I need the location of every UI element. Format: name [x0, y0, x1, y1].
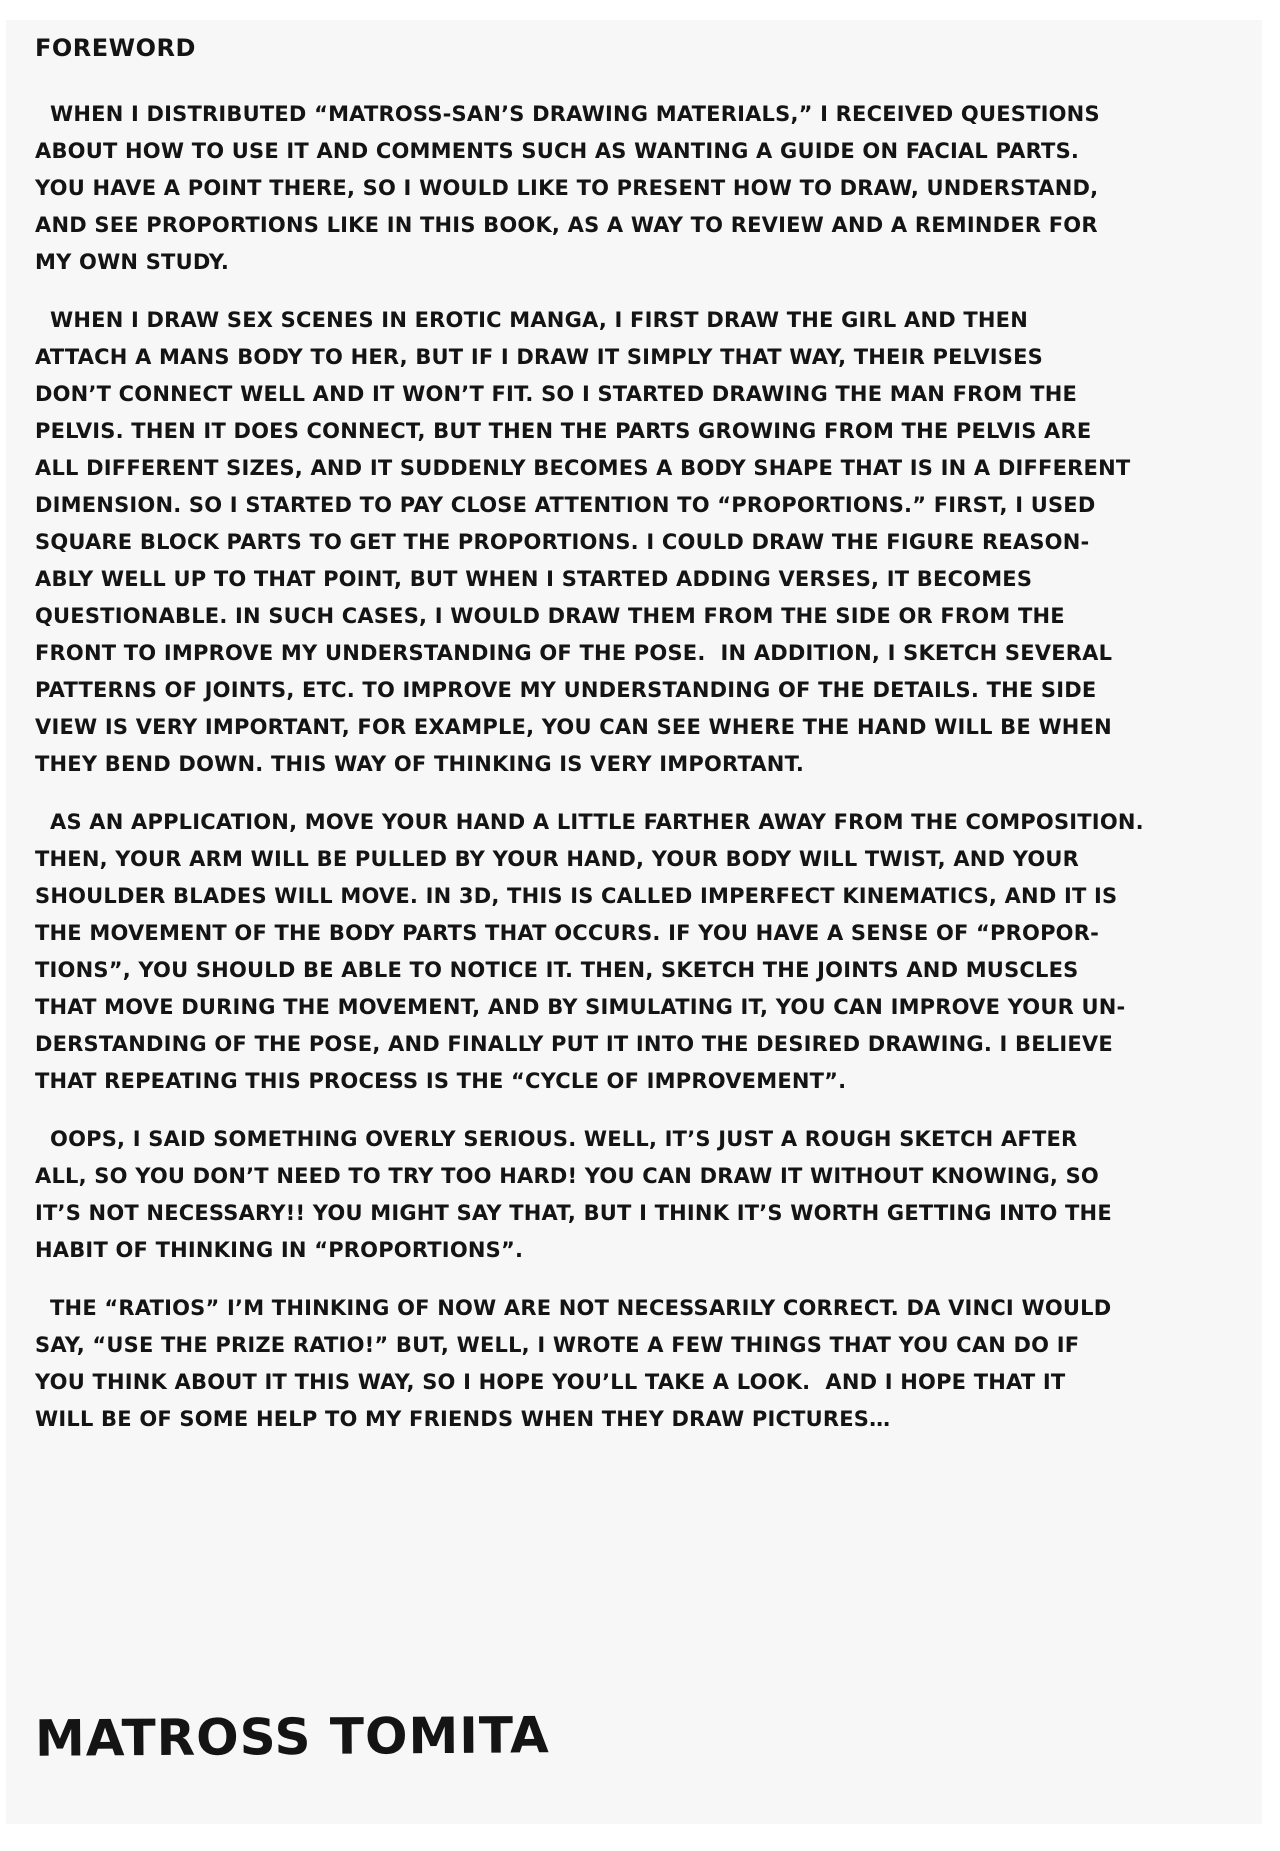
text-line: THAT MOVE DURING THE MOVEMENT, AND BY SIMULATING IT, YOU CAN IMPROVE YOUR UN-: [35, 995, 1126, 1019]
text-line: THE MOVEMENT OF THE BODY PARTS THAT OCCURS. IF YOU HAVE A SENSE OF “PROPOR-: [35, 921, 1100, 945]
text-line: THEN, YOUR ARM WILL BE PULLED BY YOUR HAND, YOUR BODY WILL TWIST, AND YOUR: [35, 847, 1080, 871]
text-line: HABIT OF THINKING IN “PROPORTIONS”.: [35, 1238, 524, 1262]
text-line: THEY BEND DOWN. THIS WAY OF THINKING IS VERY IMPORTANT.: [35, 752, 805, 776]
text-line: PELVIS. THEN IT DOES CONNECT, BUT THEN THE PARTS GROWING FROM THE PELVIS ARE: [35, 419, 1092, 443]
text-line: AND SEE PROPORTIONS LIKE IN THIS BOOK, AS A WAY TO REVIEW AND A REMINDER FOR: [35, 213, 1098, 237]
text-line: WHEN I DISTRIBUTED “MATROSS-SAN’S DRAWING MATERIALS,” I RECEIVED QUESTIONS: [35, 102, 1100, 126]
text-line: SAY, “USE THE PRIZE RATIO!” BUT, WELL, I WROTE A FEW THINGS THAT YOU CAN DO IF: [35, 1333, 1080, 1357]
text-line: YOU THINK ABOUT IT THIS WAY, SO I HOPE YOU’LL TAKE A LOOK. AND I HOPE THAT IT: [35, 1370, 1066, 1394]
text-line: WILL BE OF SOME HELP TO MY FRIENDS WHEN THEY DRAW PICTURES…: [35, 1407, 891, 1431]
paragraph: [35, 1290, 1242, 1438]
paragraph: [35, 96, 1242, 281]
text-line: ABOUT HOW TO USE IT AND COMMENTS SUCH AS WANTING A GUIDE ON FACIAL PARTS.: [35, 139, 1080, 163]
text-line: QUESTIONABLE. IN SUCH CASES, I WOULD DRAW THEM FROM THE SIDE OR FROM THE: [35, 604, 1065, 628]
text-line: SHOULDER BLADES WILL MOVE. IN 3D, THIS IS CALLED IMPERFECT KINEMATICS, AND IT IS: [35, 884, 1118, 908]
text-line: MY OWN STUDY.: [35, 250, 230, 274]
scanned-page: [6, 20, 1262, 1824]
text-line: THE “RATIOS” I’M THINKING OF NOW ARE NOT NECESSARILY CORRECT. DA VINCI WOULD: [35, 1296, 1112, 1320]
text-line: PATTERNS OF JOINTS, ETC. TO IMPROVE MY UNDERSTANDING OF THE DETAILS. THE SIDE: [35, 678, 1097, 702]
text-line: WHEN I DRAW SEX SCENES IN EROTIC MANGA, I FIRST DRAW THE GIRL AND THEN: [35, 308, 1028, 332]
paragraph: [35, 302, 1242, 783]
page-title: FOREWORD: [35, 34, 196, 62]
text-line: ALL, SO YOU DON’T NEED TO TRY TOO HARD! YOU CAN DRAW IT WITHOUT KNOWING, SO: [35, 1164, 1099, 1188]
text-line: DON’T CONNECT WELL AND IT WON’T FIT. SO I STARTED DRAWING THE MAN FROM THE: [35, 382, 1078, 406]
text-line: ATTACH A MANS BODY TO HER, BUT IF I DRAW IT SIMPLY THAT WAY, THEIR PELVISES: [35, 345, 1043, 369]
text-line: FRONT TO IMPROVE MY UNDERSTANDING OF THE POSE. IN ADDITION, I SKETCH SEVERAL: [35, 641, 1113, 665]
text-line: IT’S NOT NECESSARY!! YOU MIGHT SAY THAT, BUT I THINK IT’S WORTH GETTING INTO THE: [35, 1201, 1112, 1225]
text-line: OOPS, I SAID SOMETHING OVERLY SERIOUS. WELL, IT’S JUST A ROUGH SKETCH AFTER: [35, 1127, 1078, 1151]
foreword-body-text: [35, 96, 1242, 1438]
text-line: YOU HAVE A POINT THERE, SO I WOULD LIKE TO PRESENT HOW TO DRAW, UNDERSTAND,: [35, 176, 1099, 200]
text-line: DIMENSION. SO I STARTED TO PAY CLOSE ATTENTION TO “PROPORTIONS.” FIRST, I USED: [35, 493, 1096, 517]
text-line: VIEW IS VERY IMPORTANT, FOR EXAMPLE, YOU CAN SEE WHERE THE HAND WILL BE WHEN: [35, 715, 1112, 739]
author-signature: MATROSS TOMITA: [34, 1706, 550, 1768]
text-line: THAT REPEATING THIS PROCESS IS THE “CYCLE OF IMPROVEMENT”.: [35, 1069, 847, 1093]
text-line: SQUARE BLOCK PARTS TO GET THE PROPORTIONS. I COULD DRAW THE FIGURE REASON-: [35, 530, 1090, 554]
text-line: ABLY WELL UP TO THAT POINT, BUT WHEN I STARTED ADDING VERSES, IT BECOMES: [35, 567, 1033, 591]
paragraph: [35, 804, 1242, 1100]
text-line: ALL DIFFERENT SIZES, AND IT SUDDENLY BECOMES A BODY SHAPE THAT IS IN A DIFFERENT: [35, 456, 1131, 480]
text-line: AS AN APPLICATION, MOVE YOUR HAND A LITTLE FARTHER AWAY FROM THE COMPOSITION.: [35, 810, 1144, 834]
text-line: TIONS”, YOU SHOULD BE ABLE TO NOTICE IT. THEN, SKETCH THE JOINTS AND MUSCLES: [35, 958, 1079, 982]
text-line: DERSTANDING OF THE POSE, AND FINALLY PUT IT INTO THE DESIRED DRAWING. I BELIEVE: [35, 1032, 1113, 1056]
paragraph: [35, 1121, 1242, 1269]
